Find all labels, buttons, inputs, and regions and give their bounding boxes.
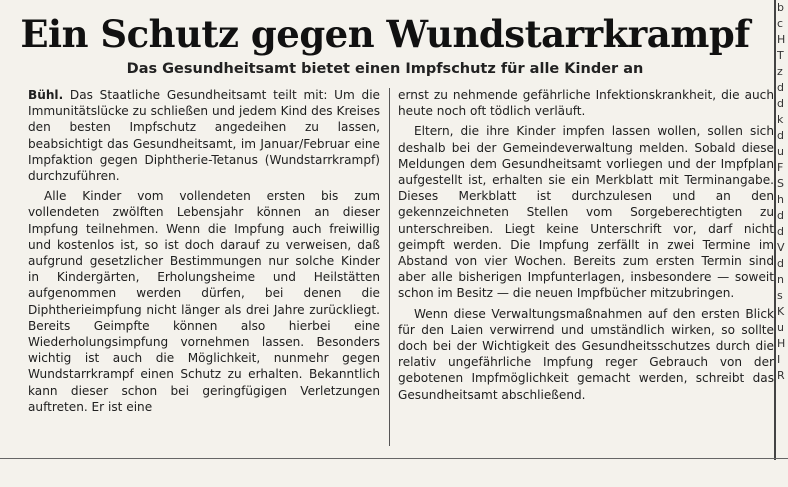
adjacent-column-fragment: b c H T z d d k d u F S h d d V d n s K u H I R — [777, 1, 786, 382]
article-column-right — [398, 87, 774, 407]
paragraph-text: Das Staatliche Gesundheitsamt teilt mit: Um die Immunitätslücke zu schließen und jedem Kind des Kreises den besten Impfschutz angedeihen zu lassen, beabsichtigt das Gesundheitsamt, im Januar/Februar eine Impfaktion gegen Diphtherie-Tetanus (Wundstarrkrampf) durchzuführen. — [28, 88, 380, 184]
article-paragraph: Wenn diese Verwaltungsmaßnahmen auf den ersten Blick für den Laien verwirrend und umständlich wirken, so sollte doch bei der Wichtigkeit des Gesundheitsschutzes durch die relativ ungefährliche Impfung reger Gebrauch von der gebotenen Impfmöglichkeit gemacht werden, schreibt das Gesundheitsamt abschließend. — [398, 306, 774, 402]
article-bottom-rule — [0, 458, 788, 459]
article-subheadline: Das Gesundheitsamt bietet einen Impfschutz für alle Kinder an — [126, 61, 644, 77]
article-paragraph: ernst zu nehmende gefährliche Infektionskrankheit, die auch heute noch oft tödlich verläuft. — [398, 88, 774, 119]
article-paragraph: Eltern, die ihre Kinder impfen lassen wollen, sollen sich deshalb bei der Gemeindeverwaltung melden. Sobald diese Meldungen dem Gesundheitsamt vorliegen und der Impfplan aufgestellt ist, erhalten sie ein Merkblatt mit Terminangabe. Dieses Merkblatt ist durchzulesen und an den gekennzeichneten Stellen vom Sorgeberechtigten zu unterschreiben. Liegt keine Unterschrift vor, darf nicht geimpft werden. Die Impfung zerfällt in zwei Termine im Abstand von vier Wochen. Bereits zum ersten Termin sind aber alle bisherigen Impfunterlagen, insbesondere — soweit schon im Besitz — die neuen Impfbücher mitzubringen. — [398, 124, 774, 301]
article-paragraph — [28, 87, 380, 184]
column-divider — [389, 88, 390, 446]
article-headline: Ein Schutz gegen Wundstarrkrampf — [20, 12, 750, 56]
article-dateline: Bühl. — [28, 88, 64, 102]
column-border-right — [774, 0, 776, 460]
article-column-left — [28, 87, 380, 419]
article-paragraph: Alle Kinder vom vollendeten ersten bis zum vollendeten zwölften Lebensjahr können an dieser Impfung teilnehmen. Wenn die Impfung auch freiwillig und kostenlos ist, so ist doch darauf zu verweisen, daß aufgrund gesetzlicher Bestimmungen nur solche Kinder in Kindergärten, Erholungsheime und Heilstätten aufgenommen werden dürfen, bei denen die Diphtherieimpfung nicht länger als drei Jahre zurückliegt. Bereits Geimpfte können also hierbei eine Wiederholungsimpfung vornehmen lassen. Besonders wichtig ist auch die Möglichkeit, nunmehr gegen Wundstarrkrampf einen Schutz zu erhalten. Bekanntlich kann dieser schon bei geringfügigen Verletzungen auftreten. Er ist eine — [28, 189, 380, 414]
